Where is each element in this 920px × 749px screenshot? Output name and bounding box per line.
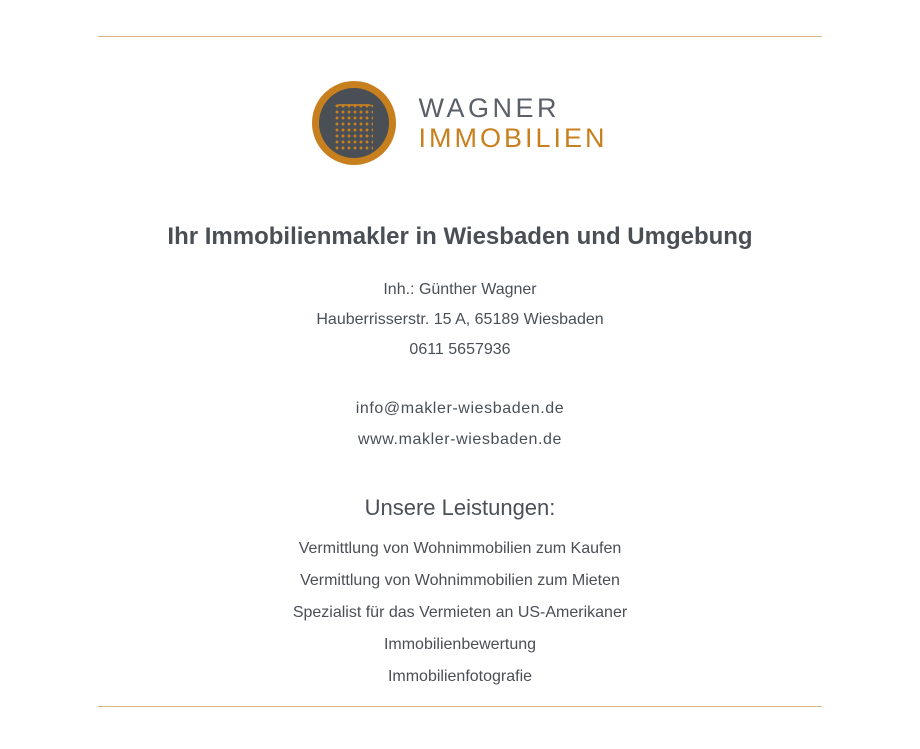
contact-website-link[interactable]: www.makler-wiesbaden.de [357,431,563,448]
services-list [293,533,627,693]
logo-inner-circle [319,88,389,158]
contact-address: Hauberrisserstr. 15 A, 65189 Wiesbaden [316,311,604,328]
contact-phone: 0611 5657936 [409,341,511,358]
contact-email-link[interactable]: info@makler-wiesbaden.de [355,400,565,417]
page-title: Ihr Immobilienmakler in Wiesbaden und Umgebung [167,223,753,250]
services-title: Unsere Leistungen: [364,495,556,520]
list-item: Immobilienbewertung [383,636,537,653]
list-item: Spezialist für das Vermieten an US-Amerikaner [292,604,628,621]
bottom-divider [98,706,822,707]
brand-wordmark [418,93,607,153]
list-item: Vermittlung von Wohnimmobilien zum Mieten [300,572,620,589]
contact-block [316,275,603,365]
brand-name-line1: WAGNER [418,92,560,123]
list-item: Vermittlung von Wohnimmobilien zum Kaufen [298,540,622,557]
brand-name-line2: IMMOBILIEN [418,123,608,153]
contact-owner: Inh.: Günther Wagner [383,281,537,298]
brand-logo [312,81,607,165]
list-item: Immobilienfotografie [387,668,533,685]
house-glyph-icon [335,104,373,152]
top-divider [98,36,822,37]
house-circle-logo-icon [312,81,396,165]
weblinks-block [356,393,565,455]
